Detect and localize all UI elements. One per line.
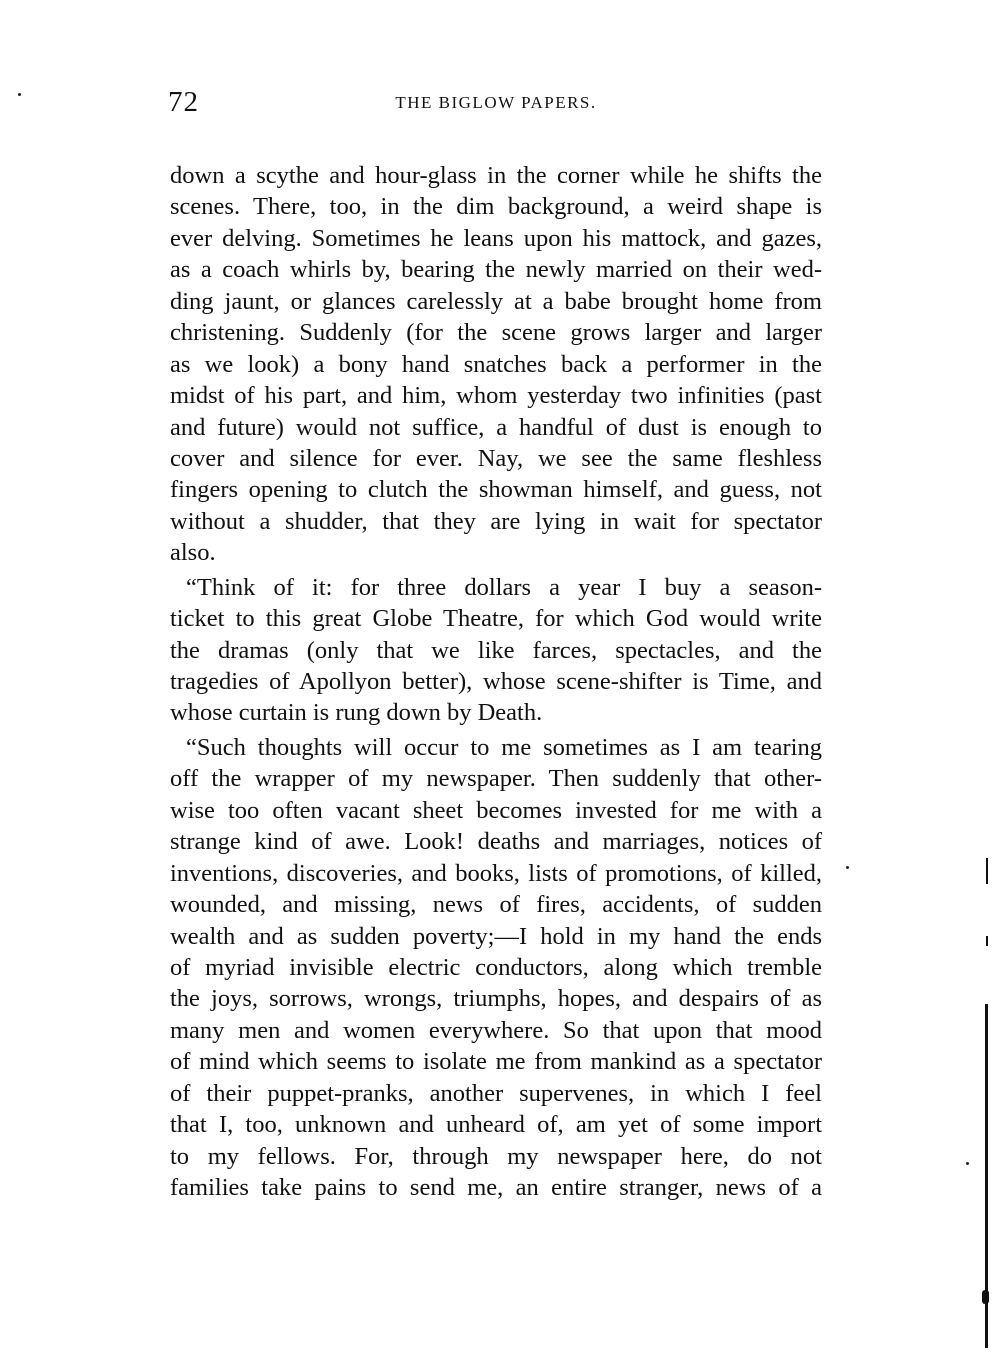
scan-edge-mark (986, 936, 988, 946)
text-line: of their puppet-pranks, another supervenes, in which I feel (170, 1079, 822, 1107)
scan-dust-mark (846, 866, 849, 869)
text-line: wealth and as sudden poverty;—I hold in my hand the ends (170, 922, 822, 950)
text-line: strange kind of awe. Look! deaths and marriages, notices of (170, 828, 822, 856)
text-line: and future) would not suffice, a handful of dust is enough to (170, 413, 822, 441)
text-line: without a shudder, that they are lying in wait for spectator (170, 507, 822, 535)
running-title: THE BIGLOW PAPERS. (395, 93, 597, 112)
text-line: “Think of it: for three dollars a year I buy a season- (186, 573, 822, 601)
text-line: cover and silence for ever. Nay, we see the same fleshless (170, 444, 822, 472)
scan-dust-mark (966, 1162, 969, 1165)
text-line: that I, too, unknown and unheard of, am yet of some import (170, 1111, 822, 1139)
text-line: as we look) a bony hand snatches back a performer in the (170, 350, 822, 378)
text-line: of myriad invisible electric conductors, along which tremble (170, 953, 822, 981)
text-line: christening. Suddenly (for the scene grows larger and larger (170, 319, 822, 347)
text-line: families take pains to send me, an entire stranger, news of a (170, 1174, 822, 1201)
paragraph-1 (170, 160, 822, 569)
text-line: “Such thoughts will occur to me sometimes as I am tearing (186, 733, 822, 761)
text-line: tragedies of Apollyon better), whose scene-shifter is Time, and (170, 668, 822, 695)
page-header (168, 86, 824, 118)
text-line: scenes. There, too, in the dim background, a weird shape is (170, 193, 822, 221)
text-line: many men and women everywhere. So that upon that mood (170, 1016, 822, 1044)
text-line: ticket to this great Globe Theatre, for which God would write (170, 605, 822, 633)
text-line: wise too often vacant sheet becomes invested for me with a (170, 796, 822, 824)
text-line: also. (170, 539, 216, 567)
paragraph-2 (170, 572, 822, 729)
text-line: off the wrapper of my newspaper. Then suddenly that other- (170, 765, 822, 793)
scan-edge-mark (986, 858, 988, 884)
text-line: to my fellows. For, through my newspaper here, do not (170, 1142, 822, 1170)
text-line: ever delving. Sometimes he leans upon his mattock, and gazes, (170, 224, 822, 252)
scan-edge-mark (982, 1290, 989, 1304)
text-line: of mind which seems to isolate me from mankind as a spectator (170, 1048, 822, 1076)
paragraph-3 (170, 732, 822, 1204)
text-line: ding jaunt, or glances carelessly at a babe brought home from (170, 287, 822, 315)
page-number: 72 (168, 86, 199, 118)
text-line: the joys, sorrows, wrongs, triumphs, hopes, and despairs of as (170, 985, 822, 1013)
text-line: down a scythe and hour-glass in the corner while he shifts the (170, 162, 822, 189)
text-line: inventions, discoveries, and books, lists of promotions, of killed, (170, 859, 822, 887)
text-line: wounded, and missing, news of fires, accidents, of sudden (170, 891, 822, 919)
text-line: fingers opening to clutch the showman himself, and guess, not (170, 476, 822, 504)
page-body (170, 160, 822, 1203)
text-line: whose curtain is rung down by Death. (170, 699, 543, 727)
text-line: as a coach whirls by, bearing the newly married on their wed- (170, 256, 822, 284)
scan-dust-mark (18, 93, 21, 96)
text-line: midst of his part, and him, whom yesterday two infinities (past (170, 382, 822, 410)
text-line: the dramas (only that we like farces, spectacles, and the (170, 636, 822, 664)
